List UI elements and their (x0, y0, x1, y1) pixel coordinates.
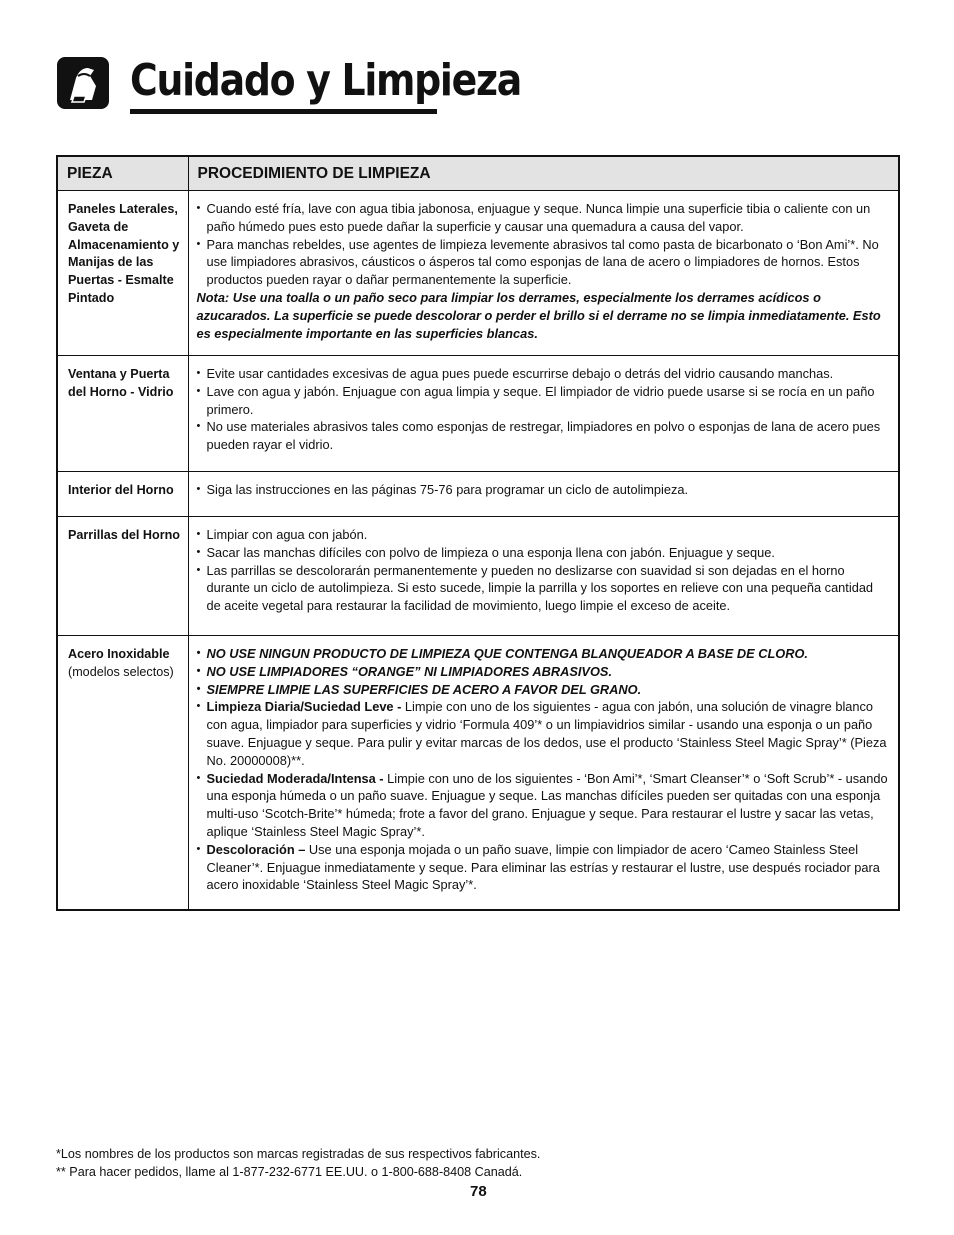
list-item: • Evite usar cantidades excesivas de agua pues puede escurrirse debajo o detrás del vidrio causando manchas. (197, 365, 891, 383)
warning-item: • SIEMPRE LIMPIE LAS SUPERFICIES DE ACERO A FAVOR DEL GRANO. (197, 681, 891, 699)
procedure-cell (188, 191, 899, 356)
item-text: Limpie con uno de los siguientes - agua con jabón, una solución de vinagre blanco con agua, limpiador para superficies y vidrio ‘Formula 409’* o un limpiavidrios similar - usando una esponja o un paño suave. Enjuague y seque. Para pulir y evitar marcas de los dedos, use el producto ‘Stainless Steel Magic Spray’* (Pieza No. 20000008)**. (206, 699, 887, 768)
list-item (197, 698, 891, 769)
cleaning-logo-icon (56, 56, 110, 110)
part-cell: Parrillas del Horno (57, 517, 188, 636)
procedure-cell (188, 517, 899, 636)
list-item: • No use materiales abrasivos tales como esponjas de restregar, limpiadores en polvo o esponjas de lana de acero pues pueden rayar el vidrio. (197, 418, 891, 454)
part-cell: Ventana y Puerta del Horno - Vidrio (57, 356, 188, 472)
part-sublabel: (modelos selectos) (68, 664, 174, 679)
part-cell (57, 636, 188, 910)
list-item (197, 841, 891, 894)
page-header (56, 50, 521, 116)
title-underline (130, 109, 437, 114)
procedure-cell (188, 356, 899, 472)
list-item: • Las parrillas se descolorarán permanentemente y pueden no deslizarse con suavidad si son dejadas en el horno durante un ciclo de autolimpieza. Si esto sucede, limpie la parrilla y los soportes en relieve con una pequeña cantidad de aceite vegetal para restaurar la facilidad de movimiento, luego limpie el exceso de aceite. (197, 562, 891, 615)
item-text: Use una esponja mojada o un paño suave, limpie con limpiador de acero ‘Cameo Stainless Steel Cleaner’*. Enjuague inmediatamente y seque. Para eliminar las estrías y restaurar el lustre, use después rociador para acero inoxidable ‘Stainless Steel Magic Spray’*. (206, 841, 880, 893)
footnotes (56, 1145, 540, 1181)
warning-item: • NO USE NINGUN PRODUCTO DE LIMPIEZA QUE CONTENGA BLANQUEADOR A BASE DE CLORO. (197, 645, 891, 663)
part-label: Acero Inoxidable (68, 647, 170, 661)
table-row (57, 472, 899, 517)
list-item: • Siga las instrucciones en las páginas 75-76 para programar un ciclo de autolimpieza. (197, 481, 891, 499)
table-row (57, 191, 899, 356)
warning-item: • NO USE LIMPIADORES “ORANGE” NI LIMPIADORES ABRASIVOS. (197, 663, 891, 681)
list-item: • Cuando esté fría, lave con agua tibia jabonosa, enjuague y seque. Nunca limpie una superficie tibia o caliente con un paño húmedo pues esto puede dañar la superficie y causar una quemadura a causa del vapor. (197, 200, 891, 236)
table-header-row (57, 156, 899, 191)
item-lead: Suciedad Moderada/Intensa - (206, 770, 384, 786)
page-title: Cuidado y Limpieza (130, 55, 521, 106)
header-procedure: PROCEDIMIENTO DE LIMPIEZA (188, 156, 899, 191)
table-row (57, 356, 899, 472)
list-item (197, 770, 891, 841)
cleaning-table (56, 155, 900, 911)
part-cell: Interior del Horno (57, 472, 188, 517)
list-item: • Sacar las manchas difíciles con polvo de limpieza o una esponja llena con jabón. Enjuague y seque. (197, 544, 891, 562)
footnote: *Los nombres de los productos son marcas registradas de sus respectivos fabricantes. (56, 1147, 541, 1161)
list-item: • Limpiar con agua con jabón. (197, 526, 891, 544)
footnote: ** Para hacer pedidos, llame al 1-877-232-6771 EE.UU. o 1-800-688-8408 Canadá. (56, 1165, 523, 1179)
page-number: 78 (470, 1183, 487, 1200)
item-lead: Descoloración – (206, 841, 306, 857)
header-part: PIEZA (57, 156, 188, 191)
item-text: Limpie con uno de los siguientes - ‘Bon Ami’*, ‘Smart Cleanser’* o ‘Soft Scrub’* - usando una esponja húmeda o un paño suave. Enjuague y seque. Las manchas difíciles pueden ser quitadas con una esponja multi-uso ‘Scotch-Brite’* húmeda; frote a favor del grano. Enjuague y seque. Para restaurar el lustre y sacar las vetas, aplique ‘Stainless Steel Magic Spray’*. (206, 770, 888, 839)
item-lead: Limpieza Diaria/Suciedad Leve - (206, 699, 402, 715)
procedure-cell (188, 636, 899, 910)
part-cell: Paneles Laterales, Gaveta de Almacenamiento y Manijas de las Puertas - Esmalte Pintado (57, 191, 188, 356)
procedure-cell (188, 472, 899, 517)
table-row (57, 636, 899, 910)
note-text: Nota: Use una toalla o un paño seco para limpiar los derrames, especialmente los derrames acídicos o azucarados. La superficie se puede descolorar o perder el brillo si el derrame no se limpia inmediatamente. Esto es especialmente importante en las superficies blancas. (196, 289, 881, 341)
list-item: • Lave con agua y jabón. Enjuague con agua limpia y seque. El limpiador de vidrio puede usarse si se rocía en un paño primero. (197, 383, 891, 419)
table-row (57, 517, 899, 636)
list-item: • Para manchas rebeldes, use agentes de limpieza levemente abrasivos tal como pasta de bicarbonato o ‘Bon Ami’*. No use limpiadores abrasivos, cáusticos o ásperos tal como esponjas de lana de acero o limpiadores de hornos. Estos productos pueden rayar o dañar permanentemente la superficie. (197, 236, 891, 289)
